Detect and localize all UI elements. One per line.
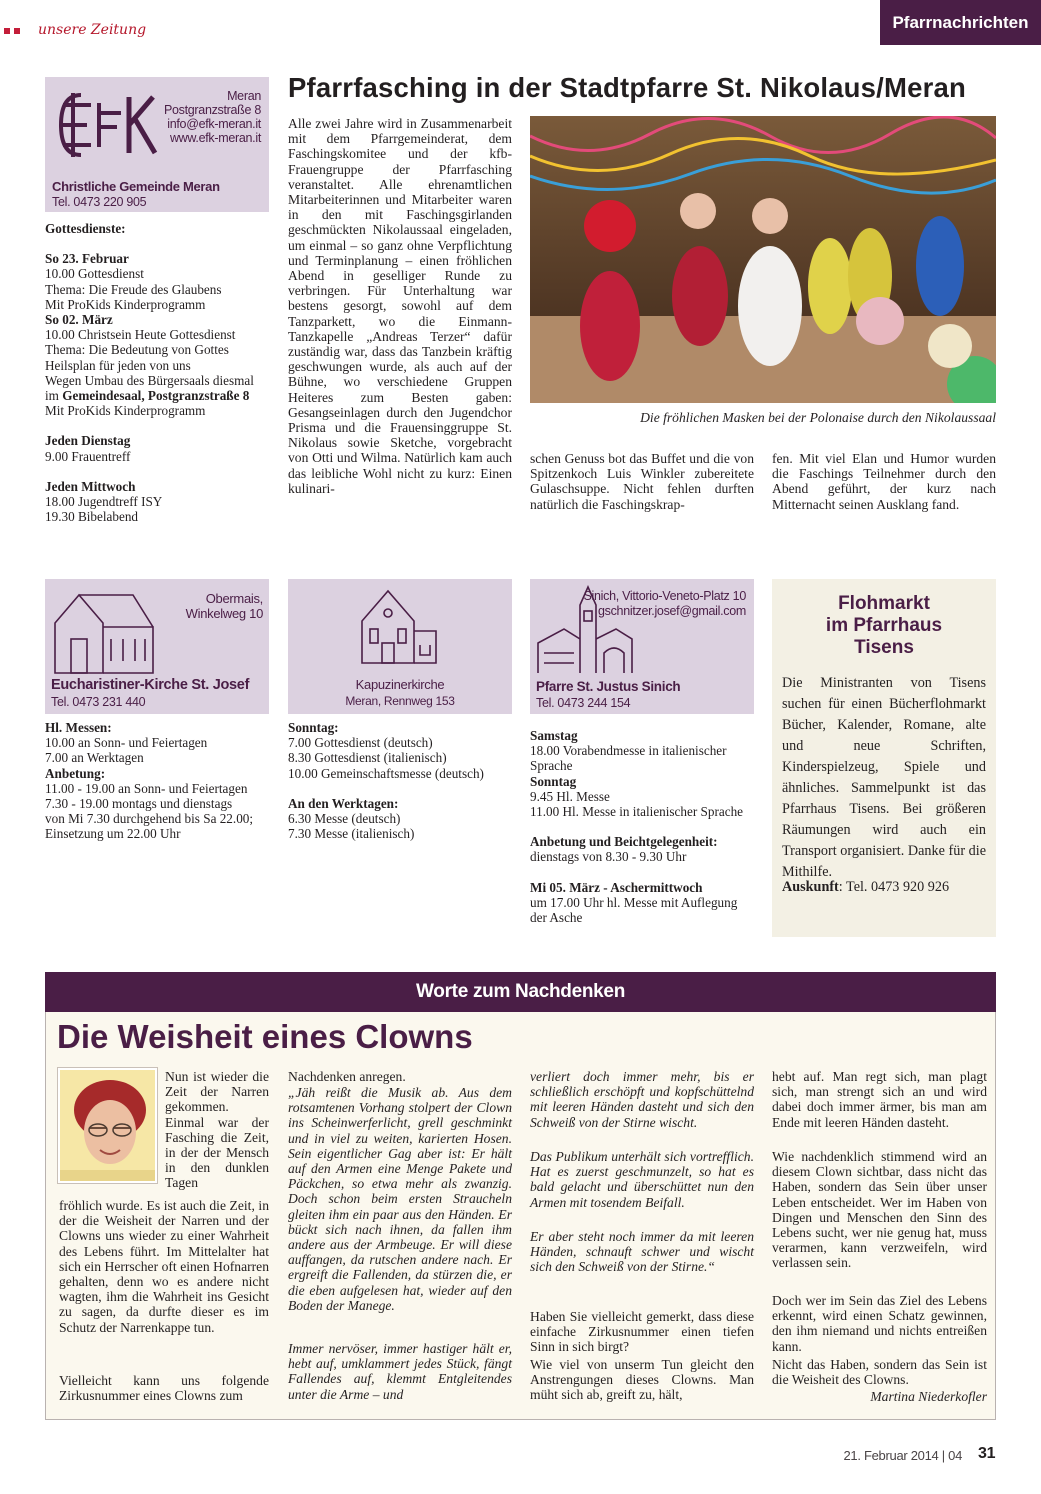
sinich-line: 18.00 Vorabendmesse in italienischer [530, 743, 727, 759]
kapuziner-schedule [288, 720, 518, 841]
clown-col2b: „Jäh reißt die Musik ab. Aus dem rotsamtenen Vorhang stolpert der Clown ins Scheinwerferlicht, grell geschminkt und in viel zu weiten, karierten Hosen. Sein eigentlicher Gag aber ist: Er hält auf den Armen eine Menge Pakete und Päckchen, so etwa mehr als zwanzig. Doch schon beim ersten Straucheln gleiten ihm ein paar aus den Händen. Er bückt sich nach ihnen, da fallen ihm andere aus der Armbeuge. Er will diese auffangen, da rutschen andere nach. Er ergreift die Fallenden, da stürzen die, er die eben aufgelesen hat, wieder auf den Boden der Manege. [288, 1085, 512, 1313]
flohmarkt-info: Auskunft: Tel. 0473 920 926 [782, 879, 950, 895]
sinich-line [530, 819, 754, 834]
sinich-line: Sprache [530, 758, 573, 774]
photo-caption: Die fröhlichen Masken bei der Polonaise durch den Nikolaussaal [640, 410, 996, 425]
flohmarkt-body: Die Ministranten von Tisens suchen für einen Bücherflohmarkt Bücher, Kalender, Romane, alte und neue Schriften, Kinderspielzeug, Spiele und ähnliches. Sammelpunkt ist das Pfarrhaus Tisens. Bei größeren Räumungen wird auch ein Transport organisiert. Danke für die Mithilfe. [782, 675, 986, 880]
kapuziner-line: 7.30 Messe (italienisch) [288, 826, 415, 842]
efk-email[interactable]: info@efk-meran.it [167, 117, 261, 131]
sinich-line: Sonntag [530, 773, 577, 789]
efk-line: 9.00 Frauentreff [45, 448, 131, 464]
efk-line: Jeden Mittwoch [45, 478, 136, 494]
clown-col4d: Nicht das Haben, sondern das Sein ist die Weisheit des Clowns. [772, 1357, 987, 1388]
efk-line: Thema: Die Freude des Glaubens [45, 281, 222, 297]
josef-line: 11.00 - 19.00 an Sonn- und Feiertagen [45, 780, 248, 796]
clown-author: Martina Niederkofler [870, 1389, 987, 1404]
efk-schedule [45, 221, 275, 524]
josef-line: 7.30 - 19.00 montags und dienstags [45, 796, 233, 812]
josef-schedule [45, 720, 275, 842]
efk-logo-icon [51, 85, 161, 165]
josef-info-box [45, 579, 269, 714]
clown-col2a: Nachdenken anregen. [288, 1069, 406, 1084]
josef-line: Hl. Messen: [45, 720, 112, 735]
church-josef-icon [49, 583, 159, 677]
josef-line: von Mi 7.30 durchgehend bis Sa 22.00; [45, 811, 254, 827]
efk-line [45, 464, 275, 479]
kapuziner-line: An den Werktagen: [288, 795, 399, 811]
efk-line: Heilsplan für jeden von uns [45, 357, 191, 373]
josef-line: 7.00 an Werktagen [45, 750, 144, 766]
church-kapuziner-icon [354, 583, 444, 669]
efk-line: 10.00 Gottesdienst [45, 266, 144, 282]
efk-schedule-title: Gottesdienste: [45, 221, 126, 236]
clown-col4a: hebt auf. Man regt sich, man plagt sich, man strengt sich an und wird dabei doch immer ärmer, bis man am Ende mit leeren Händen dasteht. [772, 1069, 987, 1130]
efk-line: 18.00 Jugendtreff ISY [45, 494, 163, 510]
footer-date: 21. Februar 2014 | 04 [843, 1448, 962, 1463]
efk-info-box [45, 77, 269, 212]
clown-col4c: Doch wer im Sein das Ziel des Lebens erkennt, wird einen Schatz gewinnen, den ihm niemand und nichts entreißen kann. [772, 1293, 987, 1354]
sinich-tel: Tel. 0473 244 154 [536, 696, 631, 710]
kapuziner-line: 7.00 Gottesdienst (deutsch) [288, 735, 433, 751]
josef-addr2: Winkelweg 10 [185, 606, 263, 621]
kapuziner-addr: Meran, Rennweg 153 [345, 694, 455, 708]
flohmarkt-title-1: Flohmarkt [838, 593, 930, 614]
publication-logo: unsere Zeitung [38, 22, 147, 38]
josef-name: Eucharistiner-Kirche St. Josef [51, 677, 250, 693]
page-number: 31 [978, 1445, 996, 1462]
sinich-schedule [530, 728, 754, 925]
clown-band: Worte zum Nachdenken [45, 972, 996, 1012]
josef-line: 10.00 an Sonn- und Feiertagen [45, 735, 208, 751]
efk-line: Thema: Die Bedeutung von Gottes [45, 342, 229, 358]
josef-line: Einsetzung um 22.00 Uhr [45, 826, 181, 842]
sinich-line: der Asche [530, 910, 583, 926]
article-col1: Alle zwei Jahre wird in Zusammenarbeit mit dem Pfarrgemeinderat, dem Faschingskomitee und der kfb-Frauengruppe der Pfarrfasching veranstaltet. Alle ehrenamtlichen Mitarbeiterinnen und Mitarbeiter waren in den mit Faschingsgirlanden geschmückten Nikolaussaal eingeladen, um einmal – so ganz ohne Verpflichtung und Terminplanung – einen fröhlichen Abend in geselliger Runde zu verbringen. Für Unterhaltung war bestens gesorgt, sowohl auf dem Tanzparkett, wo die Einmann-Tanzkapelle „Andreas Terzer“ dafür zuständig war, dass das Tanzbein kräftig geschwungen wurde, als auch auf der Bühne, wo verschiedene Gruppen Heiteres zum Besten gaben: Gesangseinlagen durch den Jugendchor Prisma und die Frauensinggruppe St. Nikolaus sowie Sketche, vorgebracht von Otti und Wilma. Natürlich kam auch das leibliche Wohl nicht zu kurz: Einen kulinari- [288, 116, 512, 496]
efk-line: So 02. März [45, 312, 113, 328]
clown-title: Die Weisheit eines Clowns [57, 1018, 473, 1055]
clown-col3b: Das Publikum unterhält sich vortrefflich. Hat es zuerst geschmunzelt, so hat es bald gelacht und überschüttet nun den Armen mit tosendem Beifall. [530, 1149, 754, 1210]
clown-col1c: Vielleicht kann uns folgende Zirkusnummer eines Clowns zum [59, 1373, 269, 1404]
clown-col2c: Immer nervöser, immer hastiger hält er, hebt auf, umklammert jedes Stück, fängt Fallendes auf, klemmt Entgleitendes unter die Arme – und [288, 1341, 512, 1402]
article-col2: schen Genuss bot das Buffet und die von Spitzenkoch Luis Winkler zubereitete Gulaschsuppe. Nicht fehlen durften natürlich die Faschingskrap- [530, 451, 754, 512]
sinich-line: Anbetung und Beichtgelegenheit: [530, 834, 718, 850]
header-dots [4, 28, 20, 34]
flohmarkt-title-2: im Pfarrhaus [825, 615, 943, 636]
clown-col3e: Wie viel von unserm Tun gleicht den Anstrengungen dieses Clowns. Man müht sich ab, greift zu, hält, [530, 1357, 754, 1403]
kapuziner-line: 6.30 Messe (deutsch) [288, 811, 401, 827]
kapuziner-name: Kapuzinerkirche [355, 677, 445, 692]
josef-tel: Tel. 0473 231 440 [51, 695, 146, 709]
kapuziner-line: 10.00 Gemeinschaftsmesse (deutsch) [288, 765, 484, 781]
flohmarkt-title-3: Tisens [854, 637, 914, 658]
sinich-line: 11.00 Hl. Messe in italienischer Sprache [530, 804, 744, 820]
article-title: Pfarrfasching in der Stadtpfarre St. Nikolaus/Meran [288, 72, 967, 103]
fasching-photo [530, 116, 996, 403]
flohmarkt-box [772, 579, 996, 937]
efk-location-line: im Gemeindesaal, Postgranzstraße 8 [45, 388, 250, 404]
efk-web[interactable]: www.efk-meran.it [169, 131, 261, 145]
clown-col3c: Er aber steht noch immer da mit leeren Händen, schnauft schwer und wischt sich den Schweiß von der Stirne.“ [530, 1229, 754, 1275]
efk-city: Meran [227, 89, 261, 103]
efk-street: Postgranzstraße 8 [163, 103, 261, 117]
clown-col1a: Nun ist wieder die Zeit der Narren gekommen. Einmal war der Fasching die Zeit, in der der Mensch in den dunklen Tagen [165, 1069, 269, 1191]
sinich-addr: Sinich, Vittorio-Veneto-Platz 10 [583, 589, 746, 603]
kapuziner-info-box [288, 579, 512, 714]
sinich-line: Mi 05. März - Aschermittwoch [530, 879, 703, 895]
sinich-line: Samstag [530, 728, 578, 743]
clown-col1b: fröhlich wurde. Es ist auch die Zeit, in der die Weisheit der Narren und der Clowns uns wieder zu einer Wahrheit des Lebens führt. Im Mittelalter hat sich ein Herrscher oft einen Hofnarren gehalten, denn wo es andere nicht wagten, ihm die Wahrheit ins Gesicht zu sagen, da durfte dieser es im Schutz der Narrenkappe tun. [59, 1198, 269, 1335]
clown-col4b: Wie nachdenklich stimmend wird an diesem Clown sichtbar, dass nicht das Haben, sondern das Sein über unser Leben entscheidet. Wer im Haben von Dingen und Menschen den Sinn des Lebens sucht, wer nie genug hat, muss verarmen, kann verzweifeln, wird verlassen sein. [772, 1149, 987, 1271]
efk-line: 19.30 Bibelabend [45, 509, 139, 525]
efk-line: Wegen Umbau des Bürgersaals diesmal [45, 372, 254, 388]
sinich-name: Pfarre St. Justus Sinich [536, 679, 681, 694]
efk-line: Mit ProKids Kinderprogramm [45, 296, 206, 312]
josef-addr1: Obermais, [205, 591, 263, 606]
sinich-info-box [530, 579, 754, 714]
efk-line: Jeden Dienstag [45, 433, 131, 449]
efk-line: So 23. Februar [45, 251, 129, 267]
sinich-line: dienstags von 8.30 - 9.30 Uhr [530, 849, 687, 865]
josef-line: Anbetung: [45, 765, 106, 781]
kapuziner-line: 8.30 Gottesdienst (italienisch) [288, 750, 447, 766]
kapuziner-line [288, 781, 518, 796]
author-photo [58, 1068, 157, 1183]
sinich-line: um 17.00 Uhr hl. Messe mit Auflegung [530, 894, 738, 910]
section-tab: Pfarrnachrichten [880, 0, 1041, 45]
kapuziner-line: Sonntag: [288, 720, 339, 735]
clown-col3a: verliert doch immer mehr, bis er schließlich erschöpft und kopfschüttelnd mit leeren Händen dasteht und sich den Schweiß von der Stirne wischt. [530, 1069, 754, 1130]
clown-col3d: Haben Sie vielleicht gemerkt, dass diese einfache Zirkusnummer einen tiefen Sinn in sich birgt? [530, 1309, 754, 1355]
sinich-line: 9.45 Hl. Messe [530, 788, 610, 804]
efk-name: Christliche Gemeinde Meran [52, 179, 220, 194]
article-col3: fen. Mit viel Elan und Humor wurden die Faschings Teilnehmer durch den Abend geführt, der kurz nach Mitternacht seinen Ausklang fand. [772, 451, 996, 512]
sinich-email[interactable]: gschnitzer.josef@gmail.com [597, 604, 746, 618]
efk-tel: Tel. 0473 220 905 [52, 195, 147, 209]
sinich-line [530, 865, 754, 880]
efk-line: 10.00 Christsein Heute Gottesdienst [45, 327, 236, 343]
efk-line [45, 418, 275, 433]
efk-line: Mit ProKids Kinderprogramm [45, 403, 206, 419]
